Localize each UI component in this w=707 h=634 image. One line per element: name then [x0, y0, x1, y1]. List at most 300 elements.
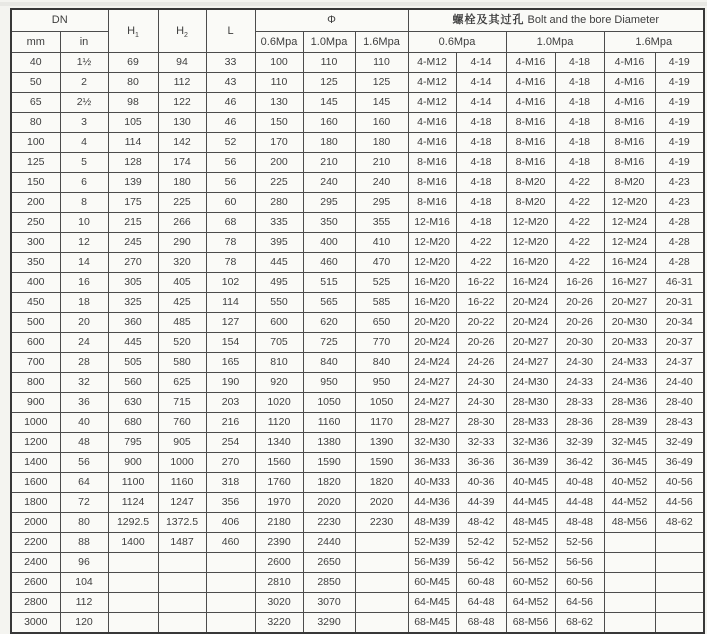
cell-dn-in: 6 [60, 173, 108, 193]
cell-phi-0.6mpa: 1020 [255, 393, 303, 413]
cell-bore-1.6mpa [655, 613, 704, 634]
cell-h1: 305 [108, 273, 158, 293]
cell-h1: 1124 [108, 493, 158, 513]
cell-bore-1.6mpa: 4-23 [655, 193, 704, 213]
cell-l: 56 [206, 173, 255, 193]
table-row [11, 513, 704, 533]
cell-h2 [158, 593, 206, 613]
cell-phi-0.6mpa: 3220 [255, 613, 303, 634]
scan-artifact-line [0, 2, 707, 6]
cell-bore-1.6mpa: 44-56 [655, 493, 704, 513]
cell-phi-0.6mpa: 335 [255, 213, 303, 233]
table-row [11, 473, 704, 493]
cell-phi-1.6mpa: 145 [355, 93, 408, 113]
cell-bolt-0.6mpa: 52-M39 [408, 533, 456, 553]
h2-base: H [176, 24, 185, 37]
cell-bolt-1.0mpa: 12-M20 [506, 233, 555, 253]
cell-phi-0.6mpa: 1560 [255, 453, 303, 473]
cell-bolt-0.6mpa: 4-M12 [408, 73, 456, 93]
cell-bore-0.6mpa: 44-39 [456, 493, 506, 513]
cell-bolt-1.0mpa: 44-M45 [506, 493, 555, 513]
cell-h1: 560 [108, 373, 158, 393]
cell-bolt-1.6mpa: 24-M33 [604, 353, 655, 373]
cell-dn-mm: 1800 [11, 493, 60, 513]
cell-bore-1.6mpa: 20-34 [655, 313, 704, 333]
cell-phi-0.6mpa: 920 [255, 373, 303, 393]
cell-phi-1.6mpa: 950 [355, 373, 408, 393]
table-row [11, 73, 704, 93]
cell-l: 46 [206, 93, 255, 113]
cell-l: 254 [206, 433, 255, 453]
cell-l: 78 [206, 233, 255, 253]
cell-dn-in: 5 [60, 153, 108, 173]
cell-bolt-1.6mpa [604, 533, 655, 553]
cell-bolt-0.6mpa: 12-M20 [408, 233, 456, 253]
cell-bolt-1.0mpa: 36-M39 [506, 453, 555, 473]
cell-l: 56 [206, 153, 255, 173]
cell-bolt-0.6mpa: 12-M20 [408, 253, 456, 273]
cell-dn-in: 3 [60, 113, 108, 133]
cell-bore-1.6mpa [655, 573, 704, 593]
cell-bolt-1.6mpa [604, 553, 655, 573]
cell-l: 318 [206, 473, 255, 493]
cell-bolt-0.6mpa: 24-M27 [408, 393, 456, 413]
cell-bore-1.6mpa: 4-28 [655, 213, 704, 233]
table-row [11, 193, 704, 213]
cell-bore-1.0mpa: 64-56 [555, 593, 604, 613]
cell-phi-1.0mpa: 620 [303, 313, 355, 333]
cell-dn-in: 24 [60, 333, 108, 353]
cell-dn-in: 40 [60, 413, 108, 433]
cell-bolt-0.6mpa: 12-M16 [408, 213, 456, 233]
column-header-bolt-1.6mpa: 1.6Mpa [604, 32, 704, 53]
cell-bolt-1.0mpa: 56-M52 [506, 553, 555, 573]
cell-dn-mm: 125 [11, 153, 60, 173]
cell-h2: 1000 [158, 453, 206, 473]
cell-dn-mm: 1600 [11, 473, 60, 493]
cell-phi-1.6mpa [355, 533, 408, 553]
cell-h1: 175 [108, 193, 158, 213]
cell-bore-0.6mpa: 20-26 [456, 333, 506, 353]
cell-bore-1.0mpa: 20-26 [555, 313, 604, 333]
cell-dn-mm: 900 [11, 393, 60, 413]
cell-bolt-1.0mpa: 8-M20 [506, 173, 555, 193]
cell-dn-in: 1½ [60, 53, 108, 73]
cell-l: 78 [206, 253, 255, 273]
cell-bore-0.6mpa: 24-30 [456, 373, 506, 393]
cell-phi-1.0mpa: 210 [303, 153, 355, 173]
cell-dn-in: 32 [60, 373, 108, 393]
cell-bore-1.0mpa: 4-18 [555, 133, 604, 153]
cell-phi-0.6mpa: 1120 [255, 413, 303, 433]
cell-l: 203 [206, 393, 255, 413]
cell-dn-mm: 1400 [11, 453, 60, 473]
cell-bolt-1.0mpa: 8-M20 [506, 193, 555, 213]
table-row [11, 273, 704, 293]
cell-bore-0.6mpa: 64-48 [456, 593, 506, 613]
cell-bolt-1.0mpa: 68-M56 [506, 613, 555, 634]
table-row [11, 173, 704, 193]
cell-h2: 580 [158, 353, 206, 373]
cell-phi-1.6mpa: 525 [355, 273, 408, 293]
cell-phi-1.6mpa: 2230 [355, 513, 408, 533]
cell-phi-1.6mpa: 1390 [355, 433, 408, 453]
column-header-phi-0.6mpa: 0.6Mpa [255, 32, 303, 53]
cell-l: 127 [206, 313, 255, 333]
cell-bore-1.6mpa: 4-19 [655, 93, 704, 113]
cell-bore-1.6mpa: 4-19 [655, 113, 704, 133]
cell-bolt-0.6mpa: 4-M12 [408, 93, 456, 113]
cell-phi-1.0mpa: 950 [303, 373, 355, 393]
cell-phi-0.6mpa: 150 [255, 113, 303, 133]
cell-bolt-0.6mpa: 4-M16 [408, 113, 456, 133]
cell-bore-0.6mpa: 32-33 [456, 433, 506, 453]
cell-h2: 425 [158, 293, 206, 313]
cell-bolt-0.6mpa: 64-M45 [408, 593, 456, 613]
cell-dn-in: 4 [60, 133, 108, 153]
cell-phi-1.0mpa: 350 [303, 213, 355, 233]
cell-phi-0.6mpa: 2600 [255, 553, 303, 573]
cell-dn-mm: 2600 [11, 573, 60, 593]
cell-l: 102 [206, 273, 255, 293]
cell-bolt-0.6mpa: 8-M16 [408, 153, 456, 173]
cell-bore-1.0mpa: 28-33 [555, 393, 604, 413]
cell-bolt-1.6mpa: 4-M16 [604, 73, 655, 93]
cell-h2: 760 [158, 413, 206, 433]
cell-bore-0.6mpa: 28-30 [456, 413, 506, 433]
cell-h2 [158, 553, 206, 573]
table-row [11, 353, 704, 373]
cell-h2: 405 [158, 273, 206, 293]
cell-l: 165 [206, 353, 255, 373]
cell-phi-1.6mpa: 180 [355, 133, 408, 153]
cell-phi-1.0mpa: 2850 [303, 573, 355, 593]
bolt-bore-label-chinese: 螺栓及其过孔 [452, 14, 525, 26]
cell-phi-1.6mpa: 355 [355, 213, 408, 233]
cell-l: 270 [206, 453, 255, 473]
table-row [11, 233, 704, 253]
cell-bolt-1.0mpa: 20-M27 [506, 333, 555, 353]
cell-bore-1.6mpa: 24-37 [655, 353, 704, 373]
cell-h1: 1100 [108, 473, 158, 493]
cell-bore-1.6mpa: 20-37 [655, 333, 704, 353]
cell-phi-0.6mpa: 395 [255, 233, 303, 253]
cell-bore-1.0mpa: 4-18 [555, 53, 604, 73]
cell-phi-1.6mpa: 110 [355, 53, 408, 73]
cell-dn-in: 2 [60, 73, 108, 93]
cell-phi-1.0mpa: 240 [303, 173, 355, 193]
cell-bore-0.6mpa: 40-36 [456, 473, 506, 493]
table-row [11, 413, 704, 433]
cell-dn-mm: 400 [11, 273, 60, 293]
cell-l: 52 [206, 133, 255, 153]
cell-bolt-1.0mpa: 64-M52 [506, 593, 555, 613]
cell-h1: 360 [108, 313, 158, 333]
cell-phi-1.0mpa: 295 [303, 193, 355, 213]
cell-bore-1.0mpa: 40-48 [555, 473, 604, 493]
cell-phi-0.6mpa: 1340 [255, 433, 303, 453]
cell-bolt-0.6mpa: 20-M24 [408, 333, 456, 353]
cell-dn-mm: 150 [11, 173, 60, 193]
cell-bore-1.6mpa: 32-49 [655, 433, 704, 453]
cell-phi-0.6mpa: 2180 [255, 513, 303, 533]
cell-bolt-1.0mpa: 16-M24 [506, 273, 555, 293]
cell-dn-in: 88 [60, 533, 108, 553]
cell-bore-1.0mpa: 4-18 [555, 153, 604, 173]
cell-phi-1.0mpa: 3290 [303, 613, 355, 634]
cell-bore-0.6mpa: 4-14 [456, 93, 506, 113]
table-row [11, 153, 704, 173]
cell-bolt-1.6mpa: 24-M36 [604, 373, 655, 393]
table-row [11, 313, 704, 333]
cell-dn-mm: 700 [11, 353, 60, 373]
cell-bore-0.6mpa: 16-22 [456, 273, 506, 293]
cell-bolt-1.0mpa: 16-M20 [506, 253, 555, 273]
cell-dn-mm: 1200 [11, 433, 60, 453]
cell-bore-1.6mpa: 36-49 [655, 453, 704, 473]
cell-phi-1.6mpa: 470 [355, 253, 408, 273]
cell-l: 216 [206, 413, 255, 433]
cell-bolt-1.6mpa: 8-M20 [604, 173, 655, 193]
cell-bore-1.0mpa: 4-18 [555, 93, 604, 113]
cell-phi-1.0mpa: 565 [303, 293, 355, 313]
cell-bolt-1.0mpa: 4-M16 [506, 73, 555, 93]
cell-h2: 180 [158, 173, 206, 193]
cell-h1: 900 [108, 453, 158, 473]
table-row [11, 453, 704, 473]
cell-bolt-1.0mpa: 48-M45 [506, 513, 555, 533]
cell-dn-mm: 2400 [11, 553, 60, 573]
cell-bore-1.6mpa: 28-43 [655, 413, 704, 433]
cell-h1: 630 [108, 393, 158, 413]
column-header-bolt-0.6mpa: 0.6Mpa [408, 32, 506, 53]
cell-phi-1.0mpa: 2440 [303, 533, 355, 553]
cell-bolt-1.6mpa: 32-M45 [604, 433, 655, 453]
cell-bolt-1.0mpa: 24-M27 [506, 353, 555, 373]
cell-phi-1.6mpa: 840 [355, 353, 408, 373]
cell-dn-mm: 50 [11, 73, 60, 93]
cell-bore-0.6mpa: 52-42 [456, 533, 506, 553]
cell-bore-1.6mpa: 24-40 [655, 373, 704, 393]
cell-h2: 1372.5 [158, 513, 206, 533]
cell-bolt-1.6mpa: 20-M33 [604, 333, 655, 353]
cell-bolt-0.6mpa: 28-M27 [408, 413, 456, 433]
cell-bore-0.6mpa: 36-36 [456, 453, 506, 473]
cell-phi-0.6mpa: 2390 [255, 533, 303, 553]
cell-l: 114 [206, 293, 255, 313]
cell-h2: 485 [158, 313, 206, 333]
table-row [11, 553, 704, 573]
cell-l: 46 [206, 113, 255, 133]
cell-phi-0.6mpa: 280 [255, 193, 303, 213]
cell-h2 [158, 613, 206, 634]
cell-phi-1.0mpa: 2230 [303, 513, 355, 533]
cell-bolt-1.6mpa: 48-M56 [604, 513, 655, 533]
cell-phi-1.6mpa: 410 [355, 233, 408, 253]
cell-dn-mm: 350 [11, 253, 60, 273]
cell-bore-1.0mpa: 4-18 [555, 113, 604, 133]
column-header-bolt-1.0mpa: 1.0Mpa [506, 32, 604, 53]
cell-dn-mm: 2200 [11, 533, 60, 553]
cell-bolt-0.6mpa: 20-M20 [408, 313, 456, 333]
cell-phi-1.0mpa: 1820 [303, 473, 355, 493]
cell-phi-0.6mpa: 705 [255, 333, 303, 353]
cell-dn-in: 10 [60, 213, 108, 233]
cell-bolt-0.6mpa: 44-M36 [408, 493, 456, 513]
cell-dn-in: 18 [60, 293, 108, 313]
cell-bolt-1.6mpa: 4-M16 [604, 93, 655, 113]
cell-dn-in: 14 [60, 253, 108, 273]
cell-phi-1.0mpa: 725 [303, 333, 355, 353]
cell-h1: 105 [108, 113, 158, 133]
cell-phi-1.6mpa: 240 [355, 173, 408, 193]
cell-phi-1.0mpa: 1380 [303, 433, 355, 453]
cell-bore-0.6mpa: 24-26 [456, 353, 506, 373]
cell-phi-1.6mpa: 1820 [355, 473, 408, 493]
cell-bolt-0.6mpa: 68-M45 [408, 613, 456, 634]
table-row [11, 593, 704, 613]
cell-dn-mm: 80 [11, 113, 60, 133]
cell-dn-in: 8 [60, 193, 108, 213]
cell-h1: 80 [108, 73, 158, 93]
cell-l: 60 [206, 193, 255, 213]
cell-bore-1.0mpa: 48-48 [555, 513, 604, 533]
cell-bore-0.6mpa: 68-48 [456, 613, 506, 634]
cell-phi-1.6mpa: 2020 [355, 493, 408, 513]
cell-l: 33 [206, 53, 255, 73]
cell-l: 43 [206, 73, 255, 93]
cell-bolt-1.6mpa: 28-M39 [604, 413, 655, 433]
cell-phi-0.6mpa: 445 [255, 253, 303, 273]
cell-l [206, 593, 255, 613]
column-header-phi-1.0mpa: 1.0Mpa [303, 32, 355, 53]
cell-bore-0.6mpa: 4-18 [456, 213, 506, 233]
cell-phi-1.6mpa: 650 [355, 313, 408, 333]
cell-phi-0.6mpa: 200 [255, 153, 303, 173]
cell-l: 68 [206, 213, 255, 233]
cell-l [206, 553, 255, 573]
column-header-l: L [206, 9, 255, 53]
cell-phi-1.6mpa: 295 [355, 193, 408, 213]
cell-dn-mm: 450 [11, 293, 60, 313]
cell-phi-1.0mpa: 460 [303, 253, 355, 273]
h1-base: H [127, 24, 136, 37]
cell-bolt-1.6mpa [604, 613, 655, 634]
cell-h2: 130 [158, 113, 206, 133]
cell-phi-1.6mpa [355, 553, 408, 573]
cell-l: 356 [206, 493, 255, 513]
table-row [11, 253, 704, 273]
table-row [11, 373, 704, 393]
cell-dn-in: 72 [60, 493, 108, 513]
cell-h1: 325 [108, 293, 158, 313]
cell-phi-1.6mpa: 1170 [355, 413, 408, 433]
cell-phi-1.0mpa: 2650 [303, 553, 355, 573]
cell-phi-0.6mpa: 100 [255, 53, 303, 73]
cell-bolt-1.6mpa: 36-M45 [604, 453, 655, 473]
table-row [11, 393, 704, 413]
cell-phi-1.6mpa: 160 [355, 113, 408, 133]
cell-bolt-0.6mpa: 4-M12 [408, 53, 456, 73]
column-header-dn: DN [11, 9, 108, 32]
cell-bore-1.6mpa: 46-31 [655, 273, 704, 293]
cell-bolt-1.6mpa: 12-M24 [604, 213, 655, 233]
cell-h1 [108, 613, 158, 634]
cell-dn-in: 20 [60, 313, 108, 333]
cell-phi-1.6mpa: 210 [355, 153, 408, 173]
table-row [11, 533, 704, 553]
cell-phi-1.6mpa: 1590 [355, 453, 408, 473]
cell-dn-mm: 200 [11, 193, 60, 213]
cell-bore-1.0mpa: 16-26 [555, 273, 604, 293]
table-body [11, 53, 704, 634]
table-header [11, 9, 704, 53]
cell-h2: 225 [158, 193, 206, 213]
cell-bore-1.6mpa: 4-28 [655, 233, 704, 253]
table-row [11, 93, 704, 113]
cell-h2: 715 [158, 393, 206, 413]
cell-bolt-1.0mpa: 4-M16 [506, 93, 555, 113]
cell-bore-0.6mpa: 4-14 [456, 73, 506, 93]
cell-h2: 174 [158, 153, 206, 173]
cell-h2: 94 [158, 53, 206, 73]
cell-h2: 142 [158, 133, 206, 153]
cell-dn-mm: 500 [11, 313, 60, 333]
cell-dn-in: 104 [60, 573, 108, 593]
cell-bolt-0.6mpa: 16-M20 [408, 273, 456, 293]
table-row [11, 433, 704, 453]
cell-bolt-0.6mpa: 16-M20 [408, 293, 456, 313]
cell-bore-0.6mpa: 4-18 [456, 193, 506, 213]
cell-bolt-1.6mpa: 8-M16 [604, 153, 655, 173]
cell-bolt-1.6mpa: 16-M27 [604, 273, 655, 293]
cell-h1: 795 [108, 433, 158, 453]
cell-bore-0.6mpa: 56-42 [456, 553, 506, 573]
cell-bolt-1.0mpa: 28-M30 [506, 393, 555, 413]
cell-h2: 1487 [158, 533, 206, 553]
cell-bore-1.0mpa: 4-22 [555, 253, 604, 273]
cell-bolt-1.0mpa: 4-M16 [506, 53, 555, 73]
cell-bore-1.0mpa: 32-39 [555, 433, 604, 453]
cell-phi-1.6mpa: 1050 [355, 393, 408, 413]
cell-bolt-1.6mpa: 4-M16 [604, 53, 655, 73]
cell-h1 [108, 573, 158, 593]
flange-dimension-table [10, 8, 705, 634]
cell-l: 190 [206, 373, 255, 393]
cell-h2 [158, 573, 206, 593]
cell-phi-0.6mpa: 225 [255, 173, 303, 193]
cell-phi-1.6mpa [355, 593, 408, 613]
cell-l: 406 [206, 513, 255, 533]
cell-phi-1.0mpa: 1050 [303, 393, 355, 413]
cell-phi-1.6mpa [355, 613, 408, 634]
cell-bore-1.0mpa: 36-42 [555, 453, 604, 473]
cell-bore-1.6mpa: 4-28 [655, 253, 704, 273]
cell-bore-0.6mpa: 4-22 [456, 253, 506, 273]
cell-bore-1.6mpa: 28-40 [655, 393, 704, 413]
cell-bore-1.0mpa: 68-62 [555, 613, 604, 634]
table-row [11, 213, 704, 233]
cell-phi-1.6mpa: 585 [355, 293, 408, 313]
cell-bore-1.6mpa: 4-19 [655, 153, 704, 173]
cell-dn-mm: 800 [11, 373, 60, 393]
cell-bore-0.6mpa: 4-18 [456, 113, 506, 133]
table-row [11, 53, 704, 73]
cell-dn-mm: 2000 [11, 513, 60, 533]
cell-phi-0.6mpa: 550 [255, 293, 303, 313]
cell-dn-mm: 3000 [11, 613, 60, 634]
cell-h1: 1400 [108, 533, 158, 553]
